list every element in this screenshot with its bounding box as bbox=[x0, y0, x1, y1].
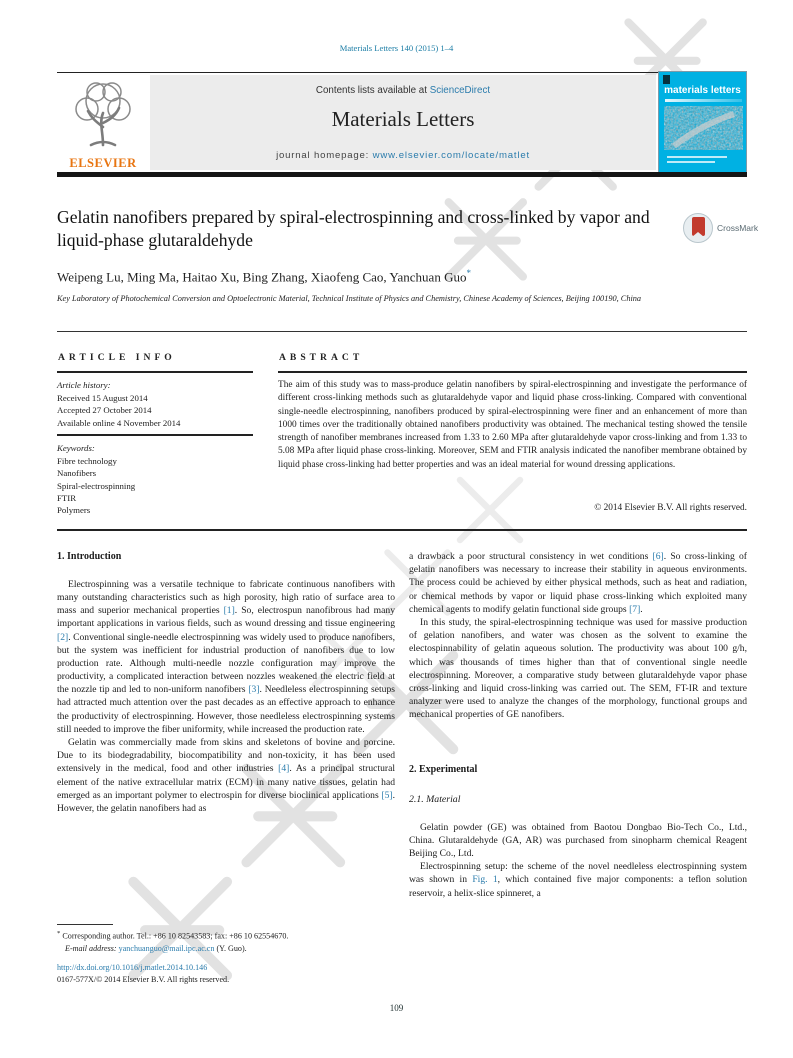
journal-banner bbox=[150, 75, 656, 170]
email-link[interactable]: yanchuanguo@mail.ipc.ac.cn bbox=[118, 943, 215, 953]
cover-sem-image bbox=[664, 106, 743, 150]
cover-divider bbox=[665, 99, 742, 102]
section-heading-introduction: 1. Introduction bbox=[57, 551, 122, 562]
divider bbox=[278, 371, 747, 373]
cover-caption-line bbox=[667, 161, 715, 163]
crossmark-notch bbox=[692, 232, 704, 237]
journal-title: Materials Letters bbox=[331, 107, 475, 131]
divider bbox=[57, 529, 747, 531]
divider bbox=[57, 331, 747, 332]
keywords-list bbox=[57, 455, 257, 517]
body-column-right bbox=[409, 550, 747, 900]
homepage-label: journal homepage: bbox=[276, 150, 373, 161]
paragraph: Gelatin powder (GE) was obtained from Baotou Dongbao Bio-Tech Co., Ltd., China. Glutaraldehyde (GA, AR) was purchased from sinopharm chemical Reagent Beijing Co., Ltd. bbox=[409, 821, 747, 860]
author-line bbox=[57, 268, 697, 285]
contents-text: Contents lists available at bbox=[315, 85, 430, 96]
divider bbox=[57, 434, 253, 436]
elsevier-tree-icon bbox=[63, 75, 143, 155]
cover-publisher-mark-icon bbox=[663, 75, 670, 84]
cover-caption-line bbox=[667, 156, 727, 158]
journal-header bbox=[57, 74, 747, 171]
email-label: E-mail address: bbox=[65, 943, 117, 953]
issn-copyright-line: 0167-577X/© 2014 Elsevier B.V. All rights reserved. bbox=[57, 975, 230, 985]
elsevier-logo[interactable] bbox=[57, 75, 149, 171]
history-item: Accepted 27 October 2014 bbox=[57, 405, 152, 416]
page-number: 109 bbox=[389, 1003, 404, 1013]
body-column-left bbox=[57, 550, 395, 815]
figure-link[interactable]: Fig. 1 bbox=[472, 874, 498, 886]
paragraph: Gelatin was commercially made from skins and skeletons of bovine and porcine. Due to its biodegradability, biocompatibility and non-toxicity, it has been used extensively in the medical, food and other industries [4]. As a principal structural element of the native extracellular matrix (ECM) in many native tissues, gelatin had emerged as an important polymer to electrospin for diverse bioclinical applications [5]. However, the gelatin nanofibers had as bbox=[57, 737, 395, 814]
section-heading-experimental: 2. Experimental bbox=[409, 764, 478, 776]
journal-reference: Materials Letters 140 (2015) 1–4 bbox=[339, 43, 454, 53]
footnote-line1-text: Corresponding author. Tel.: +86 10 82543583; fax: +86 10 62554670. bbox=[62, 931, 289, 941]
abstract-text: The aim of this study was to mass-produce gelatin nanofibers by spiral-electrospinning and investigate the performance of different cross-linking methods such as glutaraldehyde vapor and liquid phase cross-linking. Compared with conventional single-needle electrospinning, nanofibers produced by spiral-electrospinning were finer and an enhancement of more than 1000 times over the traditionally obtained nanofibers productivity was obtained. The mechanical testing showed the tensile strength of nanofiber membranes increased from 1.33 to 2.60 MPa after glutaraldehyde vapor cross-linking and from 1.33 to 5.08 MPa after liquid phase cross-linking. Moreover, SEM and FTIR analysis indicated the nanofiber membrane obtained by liquid phase cross-linking had better properties and was an ideal material for wound dressing applications. bbox=[278, 380, 747, 470]
corresponding-author-mark[interactable]: * bbox=[466, 268, 471, 278]
homepage-line bbox=[150, 150, 656, 161]
article-history-label: Article history: bbox=[57, 380, 111, 390]
crossmark-badge[interactable] bbox=[683, 213, 759, 247]
history-item: Received 15 August 2014 bbox=[57, 393, 148, 403]
citation-link[interactable]: [5] bbox=[381, 789, 393, 801]
corresponding-author-footnote bbox=[57, 929, 387, 955]
sciencedirect-link[interactable]: ScienceDirect bbox=[429, 85, 491, 96]
paragraph: In this study, the spiral-electrospinning technique was used for massive production of gelation nanofibers, and water was chosen as the solvent to examine the electospinnability of gelatin aqueous solution. The productivity was about 100 g/h, which was thousands of times higher than that of conventional single needle electrospinning. Moreover, a comparative study between glutaraldehyde vapor phase cross-linking and liquid cross-linking was carried out. The SEM, FT-IR and texture analyzer were used to analyze the changes of the morphology, functional groups and mechanical properties of GE nanofibers. bbox=[409, 616, 747, 721]
citation-link[interactable]: [1] bbox=[223, 605, 235, 617]
keywords-label: Keywords: bbox=[57, 443, 95, 453]
footnote-line1 bbox=[57, 929, 387, 943]
footnote-rule bbox=[57, 924, 113, 925]
article-title: Gelatin nanofibers prepared by spiral-electrospinning and cross-linked by vapor and liquid-phase glutaraldehyde bbox=[57, 207, 650, 251]
keyword-item: FTIR bbox=[57, 492, 77, 503]
doi-link[interactable]: http://dx.doi.org/10.1016/j.matlet.2014.10.146 bbox=[57, 963, 208, 972]
cover-title: materials letters bbox=[664, 85, 741, 96]
citation-link[interactable]: [7] bbox=[629, 603, 641, 615]
article-history-list bbox=[57, 392, 257, 429]
citation-link[interactable]: [2] bbox=[57, 631, 69, 643]
contents-line bbox=[150, 85, 656, 96]
article-info-heading: ARTICLE INFO bbox=[58, 352, 176, 363]
header-top-rule bbox=[57, 72, 747, 73]
crossmark-label: CrossMark bbox=[717, 223, 759, 233]
footnote-line2 bbox=[57, 944, 247, 953]
email-suffix: (Y. Guo). bbox=[214, 943, 247, 953]
keyword-item: Polymers bbox=[57, 505, 91, 516]
abstract-heading: ABSTRACT bbox=[279, 352, 364, 363]
keyword-item: Spiral-electrospinning bbox=[57, 480, 136, 491]
abstract-copyright: © 2014 Elsevier B.V. All rights reserved. bbox=[594, 503, 747, 513]
doi-block bbox=[57, 962, 387, 986]
keyword-item: Nanofibers bbox=[57, 468, 97, 479]
subsection-heading-material: 2.1. Material bbox=[409, 794, 461, 806]
authors-text: Weipeng Lu, Ming Ma, Haitao Xu, Bing Zhang, Xiaofeng Cao, Yanchuan Guo bbox=[57, 269, 467, 285]
paragraph: Electrospinning setup: the scheme of the novel needleless electrospinning system was shown in Fig. 1, which contained five major components: a teflon solution reservoir, a helix-slice spinneret, a bbox=[409, 861, 747, 899]
header-bottom-bar bbox=[57, 172, 747, 177]
paragraph: a drawback a poor structural consistency in wet conditions [6]. So cross-linking of gelatin nanofibers was necessary to increase their stability in aqueous environments. The process could be achieved by either physical methods, such as heat and radiation, or chemical methods by vapor or liquid phase cross-linking which exploited many chemical agents to modify gelatin functional side groups [7]. bbox=[409, 551, 747, 615]
keyword-item: Fibre technology bbox=[57, 456, 117, 466]
citation-link[interactable]: [4] bbox=[278, 763, 290, 775]
divider bbox=[57, 371, 253, 373]
journal-cover-thumbnail[interactable] bbox=[658, 71, 747, 174]
affiliation: Key Laboratory of Photochemical Conversion and Optoelectronic Material, Technical Institute of Physics and Chemistry, Chinese Academy of Sciences, Beijing 100190, China bbox=[57, 294, 642, 303]
paragraph: Electrospinning was a versatile technique to fabricate continuous nanofibers with many outstanding characteristics such as high porosity, high ratio of surface area to mass and superior mechanical properties [1]. So, electrospun nanofibrous had many important applications in various fields, such as wound dressing and tissue engineering [2]. Conventional single-needle electrospinning was widely used to produce nanofibers, but the system was inefficient for industrial production of nanofibers due to low production rate. Although multi-needle nozzle configuration may improve the productivity, a complicated interaction between nozzles weakened the electric field at the nozzle tip and led to non-uniform nanofibers [3]. Needleless electrospinning setups had attracted much attention over the past decades as an effective approach to enhance the productivity of electrospinning. However, those needleless electrospinning systems still needed to improve the fiber uniformity, while increased the production rate. bbox=[57, 578, 396, 735]
elsevier-wordmark: ELSEVIER bbox=[69, 156, 137, 170]
history-item: Available online 4 November 2014 bbox=[57, 417, 181, 428]
homepage-link[interactable]: www.elsevier.com/locate/matlet bbox=[372, 150, 530, 161]
citation-link[interactable]: [6] bbox=[652, 551, 664, 562]
footnote-asterisk: * bbox=[57, 930, 61, 937]
citation-link[interactable]: [3] bbox=[248, 684, 260, 696]
